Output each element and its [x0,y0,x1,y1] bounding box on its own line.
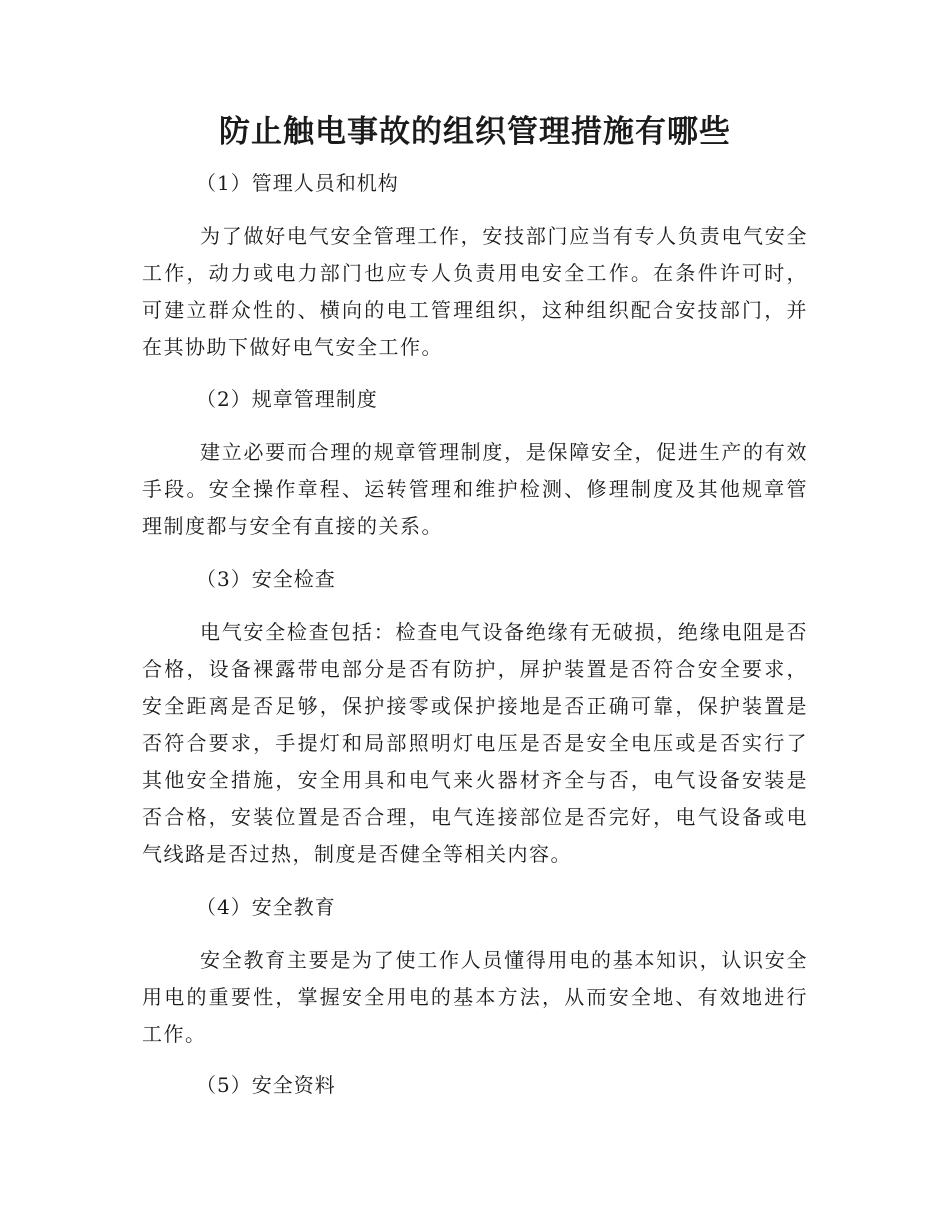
section-heading-3: （3）安全检查 [196,567,336,591]
section-heading-2: （2）规章管理制度 [196,387,378,411]
section-heading-1: （1）管理人员和机构 [196,171,399,195]
section-paragraph-2: 建立必要而合理的规章管理制度，是保障安全，促进生产的有效手段。安全操作章程、运转管理和维护检测、修理制度及其他规章管理制度都与安全有直接的关系。 [142,440,808,538]
section-heading-5: （5）安全资料 [196,1073,336,1097]
section-heading-4: （4）安全教育 [196,895,336,919]
section-paragraph-4: 安全教育主要是为了使工作人员懂得用电的基本知识，认识安全用电的重要性，掌握安全用电的基本方法，从而安全地、有效地进行工作。 [142,948,808,1046]
section-paragraph-1: 为了做好电气安全管理工作，安技部门应当有专人负责电气安全工作，动力或电力部门也应专人负责用电安全工作。在条件许可时，可建立群众性的、横向的电工管理组织，这种组织配合安技部门，并在其协助下做好电气安全工作。 [142,224,808,359]
document-title: 防止触电事故的组织管理措施有哪些 [219,114,731,150]
section-paragraph-3: 电气安全检查包括：检查电气设备绝缘有无破损，绝缘电阻是否合格，设备裸露带电部分是否有防护，屏护装置是否符合安全要求，安全距离是否足够，保护接零或保护接地是否正确可靠，保护装置是否符合要求，手提灯和局部照明灯电压是否是安全电压或是否实行了其他安全措施，安全用具和电气来火器材齐全与否，电气设备安装是否合格，安装位置是否合理，电气连接部位是否完好，电气设备或电气线路是否过热，制度是否健全等相关内容。 [142,620,808,866]
